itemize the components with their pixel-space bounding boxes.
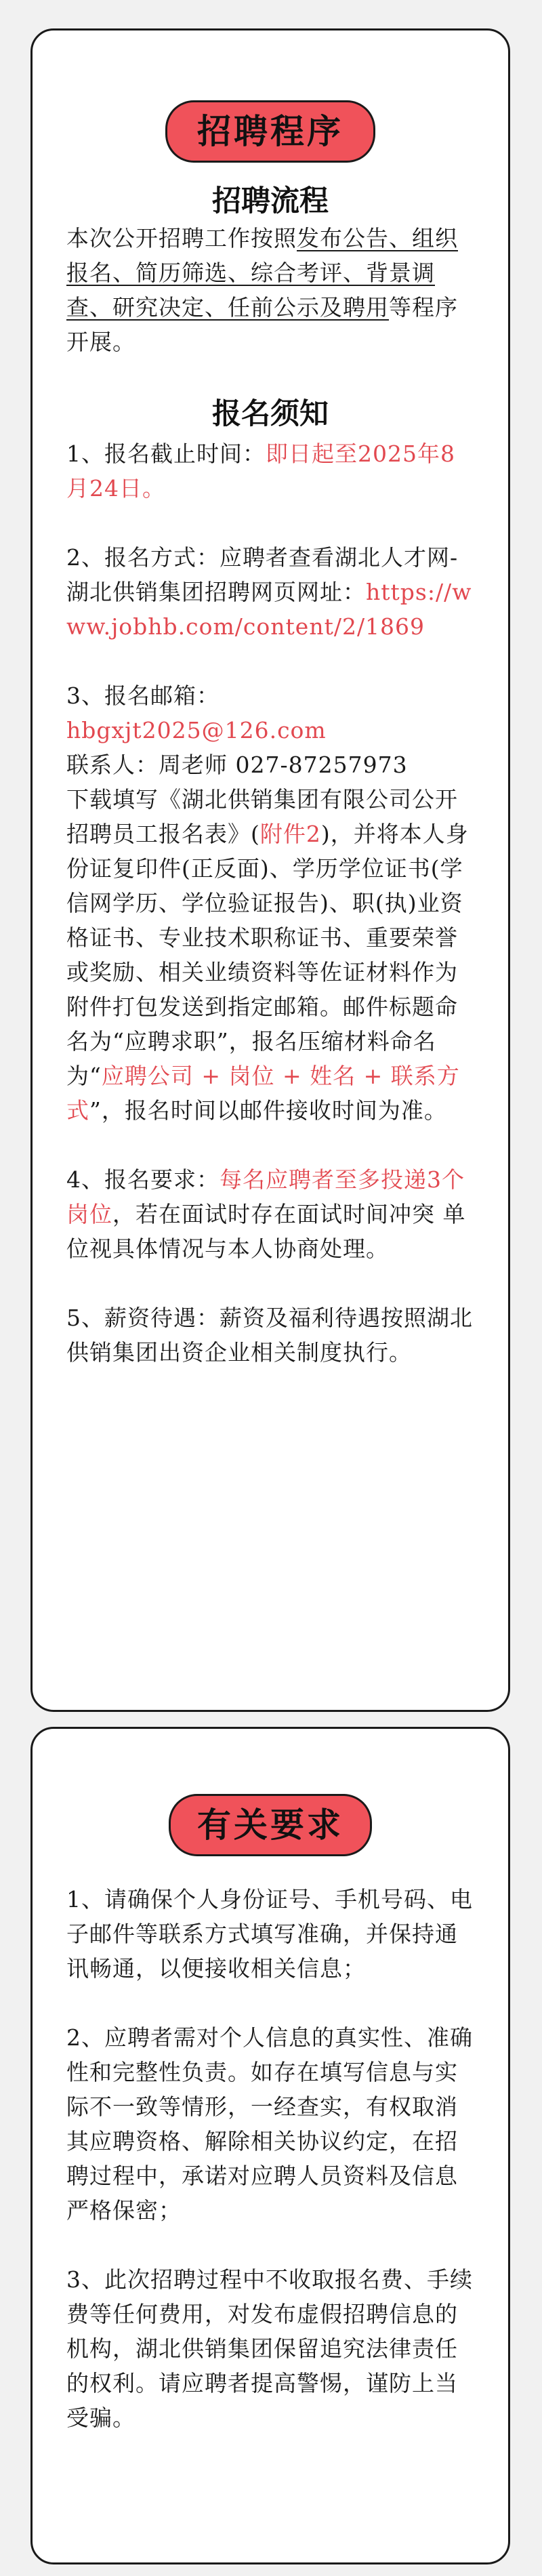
contact-line: 联系人：周老师 027-87257973	[66, 752, 408, 778]
file-naming-format: 应聘公司 + 岗位 + 姓名 + 联系方式	[66, 1063, 460, 1124]
deadline-date: 即日起至2025年8月24日。	[66, 441, 455, 502]
recruitment-procedure-card	[30, 28, 510, 1712]
process-heading: 招聘流程	[212, 184, 329, 218]
method-item: 2、报名方式：应聘者查看湖北人才网-湖北供销集团招聘网页网址：https://www.jobhb.com/content/2/1869	[66, 544, 472, 640]
process-steps: 发布公告、组织报名、简历筛选、综合考评、背景调查、研究决定、任前公示及聘用	[66, 225, 458, 321]
salary-item: 5、薪资待遇：薪资及福利待遇按照湖北供销集团出资企业相关制度执行。	[66, 1305, 473, 1366]
email-item: 3、报名邮箱： hbgxjt2025@126.com 联系人：周老师 027-87257973 下载填写《湖北供销集团有限公司公开招聘员工报名表》(附件2)，并将本人身份证复印件(正反面)、学历学位证书(学信网学历、学位验证报告)、职(执)业资格证书、专业技术职称证书、重要荣誉或奖励、相关业绩资料等佐证材料作为附件打包发送到指定邮箱。邮件标题命名为“应聘求职”，报名压缩材料命名为“应聘公司 + 岗位 + 姓名 + 联系方式”，报名时间以邮件接收时间为准。	[66, 682, 469, 1124]
requirement-2: 2、应聘者需对个人信息的真实性、准确性和完整性负责。如存在填写信息与实际不一致等情形，一经查实，有权取消其应聘资格、解除相关协议约定，在招聘过程中，承诺对应聘人员资料及信息严格保密；	[66, 2024, 473, 2224]
notice-heading: 报名须知	[212, 397, 329, 431]
section-title-badge: 有关要求	[169, 1794, 372, 1856]
deadline-item: 1、报名截止时间：即日起至2025年8月24日。	[66, 441, 455, 502]
recruitment-url-link[interactable]: https://www.jobhb.com/content/2/1869	[66, 579, 472, 640]
process-paragraph: 本次公开招聘工作按照发布公告、组织报名、简历筛选、综合考评、背景调查、研究决定、任前公示及聘用等程序开展。	[66, 225, 458, 355]
related-requirements-card	[30, 1727, 510, 2564]
requirement-1: 1、请确保个人身份证号、手机号码、电子邮件等联系方式填写准确，并保持通讯畅通，以便接收相关信息；	[66, 1886, 473, 1982]
email-address-link[interactable]: hbgxjt2025@126.com	[66, 717, 327, 743]
requirement-3: 3、此次招聘过程中不收取报名费、手续费等任何费用，对发布虚假招聘信息的机构，湖北供销集团保留追究法律责任的权利。请应聘者提高警惕，谨防上当受骗。	[66, 2266, 473, 2431]
max-positions-note: 每名应聘者至多投递3个岗位	[66, 1166, 465, 1227]
requirement-item: 4、报名要求：每名应聘者至多投递3个岗位，若在面试时存在面试时间冲突 单位视具体情况与本人协商处理。	[66, 1166, 466, 1262]
section-title-badge: 招聘程序	[165, 100, 375, 163]
attachment-link[interactable]: 附件2	[259, 821, 321, 847]
